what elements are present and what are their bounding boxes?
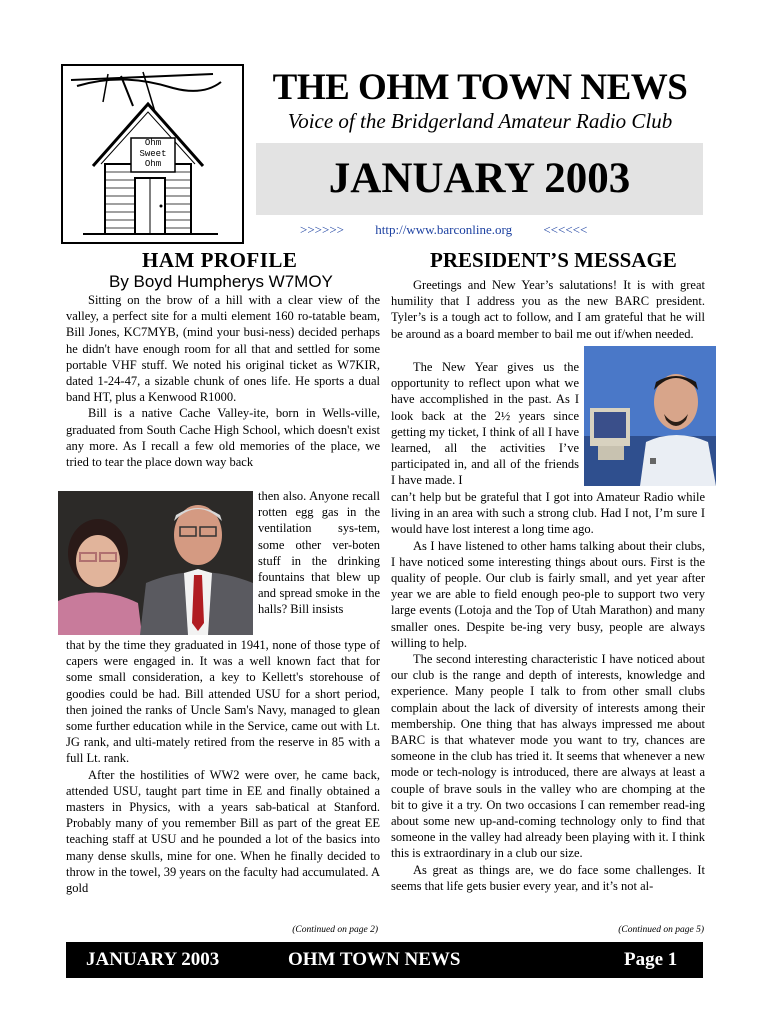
bill-jones-photo bbox=[58, 491, 253, 635]
paragraph: The New Year gives us the opportunity to reflect upon what we have accomplished in the past. As I look back at the 2½ years since getting my ticket, I think of all I have learned, all the activities I’ve participated in, and all of the friends I have made. I bbox=[391, 360, 579, 488]
presidents-message-text-top bbox=[391, 277, 705, 357]
paragraph: As I have listened to other hams talking about their clubs, I have noticed some interesting things about ours. First is the quality of people. Our club is fairly small, and yet year after year we are able to field enough peo-ple to support two very large events (Lotoja and the Top of Utah Marathon) and many smaller ones. Despite be-ing very busy, people are always willing to help. bbox=[391, 538, 705, 650]
continued-note[interactable]: (Continued on page 5) bbox=[618, 925, 704, 935]
footer-page-number: Page 1 bbox=[624, 949, 678, 970]
ham-profile-text-top bbox=[66, 292, 380, 488]
url-arrows-right: <<<<<< bbox=[543, 222, 588, 237]
president-photo bbox=[584, 346, 716, 486]
issue-date: JANUARY 2003 bbox=[328, 155, 631, 202]
paragraph: that by the time they graduated in 1941, none of those type of capers were engaged in. It was a well known fact that for some small consideration, a key to Kellett's storehouse of goodies could be had. Bill attended USU for a short period, then joined the ranks of Uncle Sam's Navy, managed to glean some further education while in the Service, came out with Lt. JG rank, and ulti-mately retired from the reserve in 85 with a full Lt. rank. bbox=[66, 638, 380, 766]
logo-sign-line: Ohm bbox=[144, 159, 162, 169]
ham-profile-heading: HAM PROFILE bbox=[142, 248, 298, 272]
paragraph: The second interesting characteristic I have noticed about our club is the range and depth of interests, knowledge and experience. Many people I talk to from other small clubs complain about the lack of diversity of interests among their membership. One thing that has always impressed me about BARC is that whatever mode you want to try, chances are someone in the club has tried it. It seems that whenever a new mode or tech-nology is introduced, there are always at least a couple of brave souls in the valley who are chomping at the bit to give it a try. On two occasions I can remember read-ing about some new up-and-coming technology only to find that someone in the valley had already been playing with it. I think this is extraordinary in a club our size. bbox=[391, 652, 705, 861]
url-arrows-left: >>>>>> bbox=[300, 222, 344, 237]
website-link[interactable]: http://www.barconline.org bbox=[375, 222, 513, 237]
footer-date: JANUARY 2003 bbox=[86, 949, 220, 970]
website-line bbox=[300, 219, 700, 241]
presidents-message-heading: PRESIDENT’S MESSAGE bbox=[430, 248, 677, 272]
logo-sign bbox=[131, 138, 175, 170]
paragraph: Sitting on the brow of a hill with a clear view of the valley, a perfect site for a multi element 160 ro-tatable beam, Bill Jones, KC7MYB, (mind your busi-ness) decided perhaps he didn't have enough room for all that and settled for some portable VHF stuff. We noted his original ticket as W7KIR, dated 1-24-47, a sizable chunk of ones life. He sports a dual band HT, plus a Kenwood R1000. bbox=[66, 293, 380, 405]
presidents-message-text-wrap bbox=[391, 359, 579, 489]
couple-photo-icon bbox=[58, 491, 253, 635]
ham-profile-text-wrap bbox=[258, 488, 380, 634]
newsletter-title: THE OHM TOWN NEWS bbox=[272, 67, 688, 108]
paragraph: After the hostilities of WW2 were over, he came back, attended USU, taught part time in EE and finally obtained a masters in Physics, with a years sab-batical at Stanford. Probably many of you remember Bill as part of the great EE teaching staff at USU and he pounded a lot of the basics into many dense skulls, mine for one. When he finally decided to throw in the towel, 39 years on the faculty had accumulated. A gold bbox=[66, 767, 380, 896]
ham-profile-byline: By Boyd Humpherys W7MOY bbox=[109, 272, 333, 291]
masthead-logo bbox=[61, 64, 244, 244]
logo-sign-line: Ohm bbox=[144, 138, 162, 148]
continued-note[interactable]: (Continued on page 2) bbox=[292, 925, 378, 935]
newsletter-subtitle: Voice of the Bridgerland Amateur Radio Club bbox=[287, 109, 673, 133]
paragraph: Bill is a native Cache Valley-ite, born in Wells-ville, graduated from South Cache High School, which doesn't exist any more. As I recall a few old memories of the place, we tried to tear the place down way back bbox=[66, 406, 380, 470]
man-at-computer-photo-icon bbox=[584, 346, 716, 486]
presidents-message-text-bottom bbox=[391, 489, 705, 921]
logo-sign-line: Sweet bbox=[139, 148, 167, 159]
paragraph: then also. Anyone recall rotten egg gas in the ventilation sys-tem, some other ver-boten stuff in the drinking fountains that blew up and spread smoke in the halls? Bill insists bbox=[258, 489, 380, 617]
ham-profile-text-bottom bbox=[66, 637, 380, 923]
paragraph: can’t help but be grateful that I got into Amateur Radio while living in an area with such a strong club. Had I not, I’m sure I would have lost interest a long time ago. bbox=[391, 490, 705, 537]
footer-title: OHM TOWN NEWS bbox=[288, 949, 461, 970]
paragraph: Greetings and New Year’s salutations! It is with great humility that I address you as the new BARC president. Tyler’s is a tough act to follow, and I am grateful that he will be around as a board member to bail me out if/when needed. bbox=[391, 278, 705, 341]
paragraph: As great as things are, we do face some challenges. It seems that life gets busier every year, and it’s not al- bbox=[391, 862, 705, 893]
